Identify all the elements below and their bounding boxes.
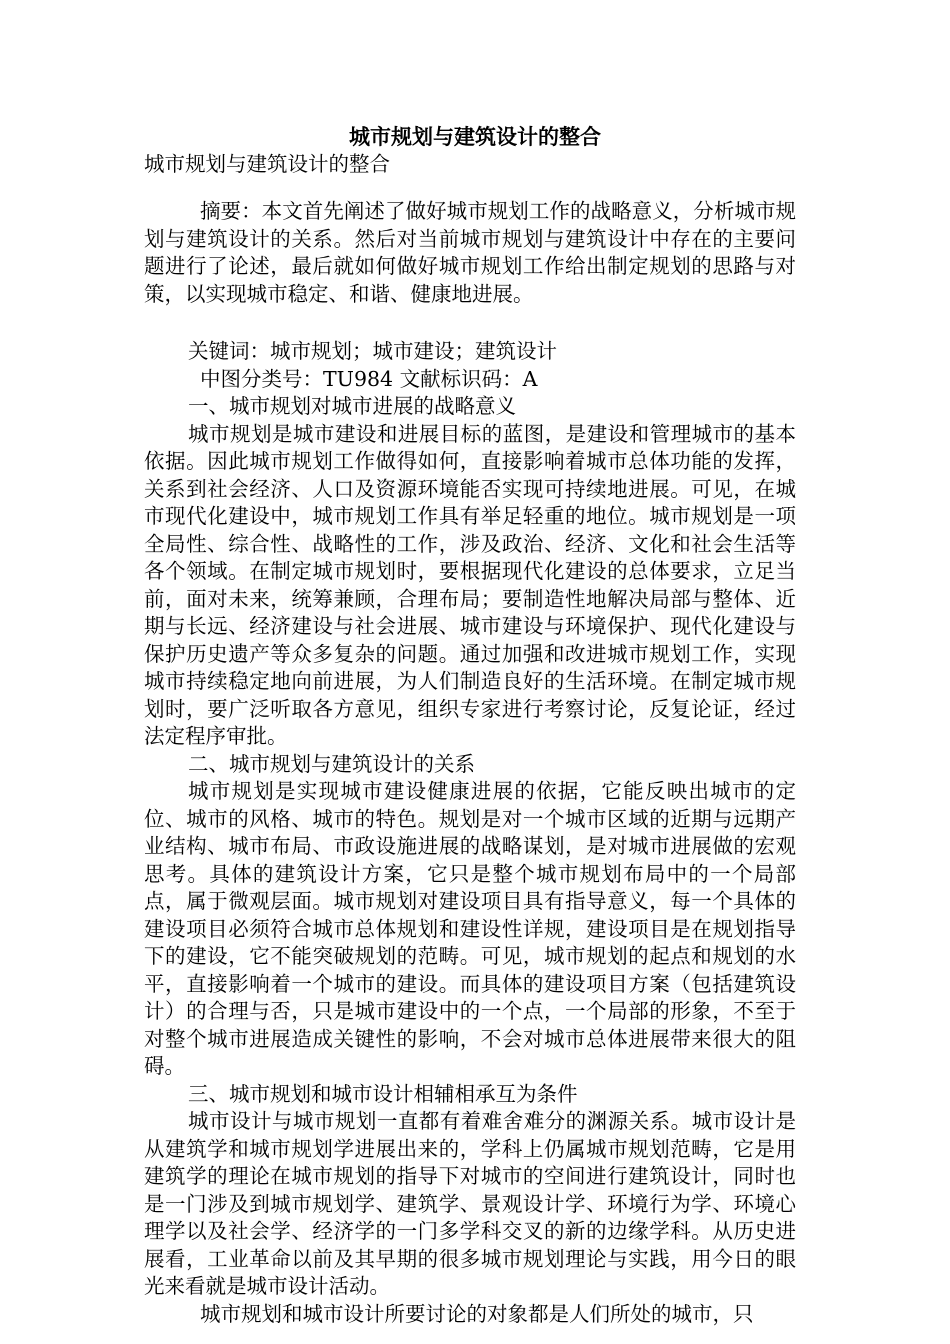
section-3-paragraph-continued: 城市规划和城市设计所要讨论的对象都是人们所处的城市，只 [200,1301,754,1326]
document-body [144,198,796,1328]
section-3-heading: 三、城市规划和城市设计相辅相承互为条件 [188,1081,578,1106]
section-3-paragraph: 城市设计与城市规划一直都有着难舍难分的渊源关系。城市设计是从建筑学和城市规划学进展出来的，学科上仍属城市规划范畴，它是用建筑学的理论在城市规划的指导下对城市的空间进行建筑设计，同时也是一门涉及到城市规划学、建筑学、景观设计学、环境行为学、环境心理学以及社会学、经济学的一门多学科交叉的新的边缘学科。从历史进展看，工业革命以前及其早期的很多城市规划理论与实践，用今日的眼光来看就是城市设计活动。 [144,1109,796,1298]
section-1-paragraph: 城市规划是城市建设和进展目标的蓝图，是建设和管理城市的基本依据。因此城市规划工作做得如何，直接影响着城市总体功能的发挥，关系到社会经济、人口及资源环境能否实现可持续地进展。可见，在城市现代化建设中，城市规划工作具有举足轻重的地位。城市规划是一项全局性、综合性、战略性的工作，涉及政治、经济、文化和社会生活等各个领域。在制定城市规划时，要根据现代化建设的总体要求，立足当前，面对未来，统筹兼顾，合理布局；要制造性地解决局部与整体、近期与长远、经济建设与社会进展、城市建设与环境保护、现代化建设与保护历史遗产等众多复杂的问题。通过加强和改进城市规划工作，实现城市持续稳定地向前进展，为人们制造良好的生活环境。在制定城市规划时，要广泛听取各方意见，组织专家进行考察讨论，反复论证，经过法定程序审批。 [144,421,796,748]
section-2-heading: 二、城市规划与建筑设计的关系 [188,751,475,776]
abstract-paragraph: 摘要：本文首先阐述了做好城市规划工作的战略意义，分析城市规划与建筑设计的关系。然后对当前城市规划与建筑设计中存在的主要问题进行了论述，最后就如何做好城市规划工作给出制定规划的思路与对策，以实现城市稳定、和谐、健康地进展。 [144,199,796,306]
spacer [144,308,796,338]
section-1-heading: 一、城市规划对城市进展的战略意义 [188,394,516,418]
document-subtitle: 城市规划与建筑设计的整合 [144,152,390,176]
document-title: 城市规划与建筑设计的整合 [349,125,601,149]
keywords-line: 关键词：城市规划；城市建设；建筑设计 [188,339,557,363]
section-2-paragraph: 城市规划是实现城市建设健康进展的依据，它能反映出城市的定位、城市的风格、城市的特色。规划是对一个城市区域的近期与远期产业结构、城市布局、市政设施进展的战略谋划，是对城市进展做的宏观思考。具体的建筑设计方案，它只是整个城市规划布局中的一个局部点，属于微观层面。城市规划对建设项目具有指导意义，每一个具体的建设项目必须符合城市总体规划和建设性详规，建设项目是在规划指导下的建设，它不能突破规划的范畴。可见，城市规划的起点和规划的水平，直接影响着一个城市的建设。而具体的建设项目方案（包括建筑设计）的合理与否，只是城市建设中的一个点，一个局部的形象，不至于对整个城市进展造成关键性的影响，不会对城市总体进展带来很大的阻碍。 [144,779,796,1078]
classification-line: 中图分类号：TU984 文献标识码：A [200,366,538,391]
